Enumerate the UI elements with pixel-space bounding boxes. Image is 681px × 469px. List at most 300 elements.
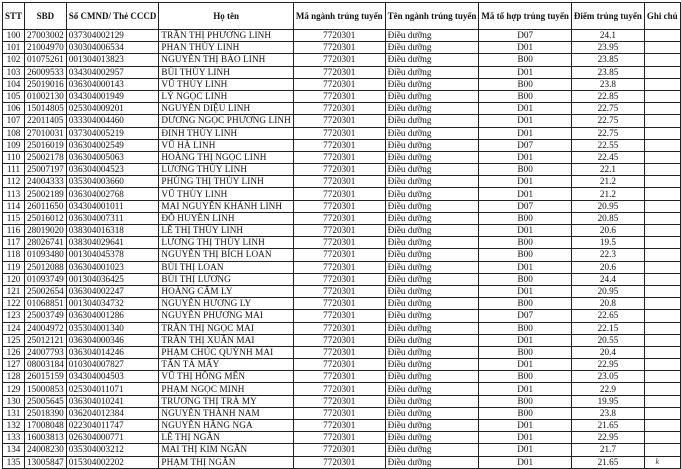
cell-major-name: Điều dưỡng (385, 261, 479, 273)
cell-combo: D01 (479, 103, 572, 115)
cell-score: 20.8 (571, 298, 644, 310)
cell-cccd: 035304003212 (66, 444, 159, 456)
cell-sbd: 01093749 (25, 273, 67, 285)
cell-sbd: 16003813 (25, 432, 67, 444)
cell-cccd: 036304002549 (66, 139, 159, 151)
cell-combo: D01 (479, 359, 572, 371)
cell-cccd: 022304011747 (66, 420, 159, 432)
cell-major-name: Điều dưỡng (385, 383, 479, 395)
cell-score: 20.6 (571, 225, 644, 237)
cell-combo: B00 (479, 407, 572, 419)
table-row (3, 322, 681, 334)
cell-cccd: 036304002768 (66, 188, 159, 200)
cell-sbd: 25019016 (25, 78, 67, 90)
cell-sbd: 17008048 (25, 420, 67, 432)
cell-cccd: 001304013823 (66, 54, 159, 66)
cell-major-code: 7720301 (293, 78, 385, 90)
cell-stt: 102 (3, 54, 25, 66)
cell-combo: D01 (479, 115, 572, 127)
cell-major-name: Điều dưỡng (385, 310, 479, 322)
cell-major-name: Điều dưỡng (385, 54, 479, 66)
cell-major-name: Điều dưỡng (385, 212, 479, 224)
cell-name: PHẠM NGỌC MINH (159, 383, 294, 395)
cell-stt: 104 (3, 78, 25, 90)
cell-name: HOÀNG THỊ NGỌC LINH (159, 151, 294, 163)
header-cccd: Số CMND/ Thẻ CCCD (66, 3, 159, 30)
cell-cccd: 036204012384 (66, 407, 159, 419)
cell-cccd: 033304004460 (66, 115, 159, 127)
cell-cccd: 001304034732 (66, 298, 159, 310)
header-sbd: SBD (25, 3, 67, 30)
cell-combo: D01 (479, 261, 572, 273)
cell-name: DƯƠNG NGỌC PHƯƠNG LINH (159, 115, 294, 127)
cell-stt: 111 (3, 164, 25, 176)
table-row (3, 334, 681, 346)
cell-cccd: 036304000143 (66, 78, 159, 90)
cell-major-code: 7720301 (293, 164, 385, 176)
cell-major-name: Điều dưỡng (385, 200, 479, 212)
cell-note (644, 237, 680, 249)
cell-sbd: 27010031 (25, 127, 67, 139)
cell-combo: D01 (479, 456, 572, 468)
cell-major-code: 7720301 (293, 371, 385, 383)
cell-score: 23.95 (571, 42, 644, 54)
cell-stt: 129 (3, 383, 25, 395)
cell-sbd: 01075261 (25, 54, 67, 66)
cell-major-name: Điều dưỡng (385, 139, 479, 151)
cell-major-code: 7720301 (293, 395, 385, 407)
table-row (3, 115, 681, 127)
cell-combo: B00 (479, 78, 572, 90)
cell-score: 20.95 (571, 285, 644, 297)
cell-sbd: 25016019 (25, 139, 67, 151)
cell-note (644, 261, 680, 273)
table-row (3, 249, 681, 261)
cell-major-code: 7720301 (293, 310, 385, 322)
table-row (3, 359, 681, 371)
cell-major-name: Điều dưỡng (385, 151, 479, 163)
table-header (3, 3, 681, 30)
cell-name: TRẦN THỊ PHƯƠNG LINH (159, 30, 294, 42)
cell-stt: 113 (3, 188, 25, 200)
cell-combo: B00 (479, 249, 572, 261)
cell-note (644, 151, 680, 163)
cell-major-code: 7720301 (293, 200, 385, 212)
table-row (3, 212, 681, 224)
cell-name: LÊ THỊ NGÂN (159, 432, 294, 444)
cell-stt: 124 (3, 322, 25, 334)
cell-note (644, 188, 680, 200)
cell-score: 23.05 (571, 371, 644, 383)
cell-stt: 115 (3, 212, 25, 224)
cell-major-code: 7720301 (293, 298, 385, 310)
cell-score: 22.95 (571, 432, 644, 444)
cell-combo: D01 (479, 420, 572, 432)
cell-sbd: 24004333 (25, 176, 67, 188)
cell-note (644, 200, 680, 212)
table-row (3, 176, 681, 188)
cell-major-name: Điều dưỡng (385, 42, 479, 54)
cell-combo: B00 (479, 273, 572, 285)
cell-cccd: 035304001340 (66, 322, 159, 334)
cell-note (644, 359, 680, 371)
table-row (3, 444, 681, 456)
cell-name: VŨ THÙY LINH (159, 78, 294, 90)
table-row (3, 200, 681, 212)
cell-major-name: Điều dưỡng (385, 115, 479, 127)
cell-sbd: 25002178 (25, 151, 67, 163)
table-body (3, 30, 681, 469)
cell-major-code: 7720301 (293, 237, 385, 249)
cell-sbd: 15014805 (25, 103, 67, 115)
cell-cccd: 034304004503 (66, 371, 159, 383)
cell-major-name: Điều dưỡng (385, 432, 479, 444)
cell-major-code: 7720301 (293, 261, 385, 273)
cell-combo: D01 (479, 151, 572, 163)
cell-combo: B00 (479, 298, 572, 310)
cell-major-code: 7720301 (293, 139, 385, 151)
cell-major-code: 7720301 (293, 322, 385, 334)
cell-name: VŨ THỊ HỒNG MẾN (159, 371, 294, 383)
cell-major-name: Điều dưỡng (385, 444, 479, 456)
cell-note (644, 139, 680, 151)
cell-score: 23.8 (571, 407, 644, 419)
cell-stt: 128 (3, 371, 25, 383)
cell-note (644, 383, 680, 395)
cell-name: NGUYỄN HƯƠNG LY (159, 298, 294, 310)
cell-name: NGUYỄN HẰNG NGA (159, 420, 294, 432)
cell-note (644, 225, 680, 237)
cell-sbd: 25002189 (25, 188, 67, 200)
cell-cccd: 038304016318 (66, 225, 159, 237)
header-combo: Mã tổ hợp trúng tuyển (479, 3, 572, 30)
cell-major-name: Điều dưỡng (385, 237, 479, 249)
cell-sbd: 25016012 (25, 212, 67, 224)
cell-stt: 133 (3, 432, 25, 444)
cell-score: 23.85 (571, 54, 644, 66)
cell-stt: 134 (3, 444, 25, 456)
cell-score: 20.6 (571, 261, 644, 273)
cell-sbd: 25018390 (25, 407, 67, 419)
table-row (3, 310, 681, 322)
cell-name: LÊ THỊ THÙY LINH (159, 225, 294, 237)
cell-cccd: 034304001011 (66, 200, 159, 212)
cell-major-code: 7720301 (293, 30, 385, 42)
cell-score: 23.85 (571, 66, 644, 78)
cell-score: 23.8 (571, 78, 644, 90)
cell-major-code: 7720301 (293, 420, 385, 432)
cell-major-code: 7720301 (293, 127, 385, 139)
cell-combo: B00 (479, 54, 572, 66)
cell-major-code: 7720301 (293, 176, 385, 188)
cell-sbd: 13005847 (25, 456, 67, 468)
cell-major-code: 7720301 (293, 285, 385, 297)
header-major-code: Mã ngành trúng tuyển (293, 3, 385, 30)
cell-name: TRƯƠNG THỊ TRÀ MY (159, 395, 294, 407)
cell-name: LÝ NGỌC LINH (159, 90, 294, 102)
cell-major-name: Điều dưỡng (385, 371, 479, 383)
cell-note (644, 54, 680, 66)
table-row (3, 139, 681, 151)
table-row (3, 420, 681, 432)
cell-sbd: 15000853 (25, 383, 67, 395)
cell-score: 20.85 (571, 212, 644, 224)
cell-sbd: 26009533 (25, 66, 67, 78)
cell-major-name: Điều dưỡng (385, 298, 479, 310)
cell-stt: 120 (3, 273, 25, 285)
cell-combo: B00 (479, 371, 572, 383)
cell-note (644, 115, 680, 127)
table-row (3, 273, 681, 285)
cell-combo: D01 (479, 285, 572, 297)
cell-major-name: Điều dưỡng (385, 420, 479, 432)
cell-note (644, 395, 680, 407)
cell-note (644, 90, 680, 102)
cell-major-code: 7720301 (293, 151, 385, 163)
table-row (3, 261, 681, 273)
cell-major-code: 7720301 (293, 42, 385, 54)
cell-sbd: 25002654 (25, 285, 67, 297)
cell-score: 19.5 (571, 237, 644, 249)
cell-stt: 103 (3, 66, 25, 78)
cell-name: NGUYỄN PHƯƠNG MAI (159, 310, 294, 322)
cell-note (644, 127, 680, 139)
cell-name: BÙI THÙY LINH (159, 66, 294, 78)
cell-major-code: 7720301 (293, 90, 385, 102)
header-stt: STT (3, 3, 25, 30)
cell-cccd: 037304005219 (66, 127, 159, 139)
cell-name: NGUYỄN DIỆU LINH (159, 103, 294, 115)
cell-major-name: Điều dưỡng (385, 103, 479, 115)
table-row (3, 78, 681, 90)
table-row (3, 151, 681, 163)
cell-combo: B00 (479, 212, 572, 224)
cell-stt: 131 (3, 407, 25, 419)
cell-major-name: Điều dưỡng (385, 273, 479, 285)
cell-score: 22.9 (571, 383, 644, 395)
cell-combo: D01 (479, 432, 572, 444)
table-row (3, 127, 681, 139)
cell-stt: 101 (3, 42, 25, 54)
cell-score: 20.55 (571, 334, 644, 346)
cell-note (644, 103, 680, 115)
table-row (3, 346, 681, 358)
cell-note (644, 78, 680, 90)
cell-note (644, 42, 680, 54)
cell-note (644, 66, 680, 78)
cell-name: TẨN TẢ MẨY (159, 359, 294, 371)
header-name: Họ tên (159, 3, 294, 30)
cell-major-code: 7720301 (293, 359, 385, 371)
corner-mark: k (655, 457, 659, 466)
table-row (3, 383, 681, 395)
cell-major-code: 7720301 (293, 212, 385, 224)
cell-combo: D01 (479, 66, 572, 78)
cell-name: TRẦN THỊ XUÂN MAI (159, 334, 294, 346)
cell-major-code: 7720301 (293, 115, 385, 127)
cell-sbd: 28026741 (25, 237, 67, 249)
cell-note (644, 298, 680, 310)
table-row (3, 103, 681, 115)
cell-stt: 125 (3, 334, 25, 346)
cell-major-code: 7720301 (293, 66, 385, 78)
cell-cccd: 001304045378 (66, 249, 159, 261)
cell-name: TRẦN THỊ NGỌC MAI (159, 322, 294, 334)
cell-stt: 110 (3, 151, 25, 163)
table-row (3, 30, 681, 42)
cell-major-name: Điều dưỡng (385, 225, 479, 237)
cell-score: 22.1 (571, 164, 644, 176)
table-row (3, 395, 681, 407)
cell-cccd: 036304001286 (66, 310, 159, 322)
cell-name: PHẠM THỊ NGÂN (159, 456, 294, 468)
cell-cccd: 037304002129 (66, 30, 159, 42)
cell-cccd: 036304001023 (66, 261, 159, 273)
cell-major-name: Điều dưỡng (385, 30, 479, 42)
cell-note (644, 176, 680, 188)
cell-name: MAI THỊ KIM NGÂN (159, 444, 294, 456)
cell-note (644, 164, 680, 176)
cell-stt: 107 (3, 115, 25, 127)
cell-sbd: 24008230 (25, 444, 67, 456)
cell-combo: B00 (479, 90, 572, 102)
cell-name: NGUYỄN THÀNH NAM (159, 407, 294, 419)
cell-cccd: 030304006534 (66, 42, 159, 54)
cell-score: 22.15 (571, 322, 644, 334)
cell-combo: D01 (479, 383, 572, 395)
cell-score: 22.65 (571, 310, 644, 322)
cell-major-code: 7720301 (293, 249, 385, 261)
cell-combo: D07 (479, 310, 572, 322)
cell-major-name: Điều dưỡng (385, 176, 479, 188)
cell-name: PHAN THÙY LINH (159, 42, 294, 54)
cell-major-name: Điều dưỡng (385, 346, 479, 358)
cell-major-name: Điều dưỡng (385, 164, 479, 176)
cell-stt: 132 (3, 420, 25, 432)
cell-sbd: 25005645 (25, 395, 67, 407)
cell-name: NGUYỄN THỊ BÍCH LOAN (159, 249, 294, 261)
cell-stt: 121 (3, 285, 25, 297)
admission-results-table-container (2, 2, 681, 469)
cell-combo: D01 (479, 42, 572, 54)
cell-score: 21.65 (571, 456, 644, 468)
cell-sbd: 24004972 (25, 322, 67, 334)
cell-cccd: 015304002202 (66, 456, 159, 468)
cell-note (644, 456, 680, 468)
cell-score: 20.95 (571, 200, 644, 212)
cell-stt: 126 (3, 346, 25, 358)
cell-combo: D07 (479, 200, 572, 212)
cell-major-name: Điều dưỡng (385, 66, 479, 78)
table-row (3, 298, 681, 310)
cell-stt: 105 (3, 90, 25, 102)
cell-score: 22.85 (571, 90, 644, 102)
cell-combo: B00 (479, 237, 572, 249)
cell-note (644, 310, 680, 322)
cell-cccd: 034304001949 (66, 90, 159, 102)
header-major-name: Tên ngành trúng tuyển (385, 3, 479, 30)
cell-score: 21.2 (571, 176, 644, 188)
cell-score: 21.65 (571, 420, 644, 432)
cell-sbd: 21004970 (25, 42, 67, 54)
cell-score: 22.55 (571, 139, 644, 151)
cell-cccd: 001304036425 (66, 273, 159, 285)
cell-major-name: Điều dưỡng (385, 188, 479, 200)
cell-cccd: 035304003660 (66, 176, 159, 188)
cell-combo: D01 (479, 176, 572, 188)
cell-name: VŨ THÙY LINH (159, 188, 294, 200)
cell-combo: D01 (479, 334, 572, 346)
cell-stt: 106 (3, 103, 25, 115)
cell-score: 24.1 (571, 30, 644, 42)
table-row (3, 407, 681, 419)
cell-sbd: 22011405 (25, 115, 67, 127)
cell-combo: D07 (479, 139, 572, 151)
table-row (3, 285, 681, 297)
cell-sbd: 08003184 (25, 359, 67, 371)
cell-cccd: 036304000346 (66, 334, 159, 346)
cell-score: 21.2 (571, 188, 644, 200)
cell-name: VŨ HÀ LINH (159, 139, 294, 151)
cell-major-code: 7720301 (293, 273, 385, 285)
cell-combo: D01 (479, 225, 572, 237)
cell-major-name: Điều dưỡng (385, 359, 479, 371)
cell-sbd: 27003002 (25, 30, 67, 42)
cell-sbd: 26011650 (25, 200, 67, 212)
cell-score: 22.45 (571, 151, 644, 163)
cell-cccd: 036304007311 (66, 212, 159, 224)
cell-stt: 123 (3, 310, 25, 322)
cell-cccd: 034304002957 (66, 66, 159, 78)
cell-cccd: 036304005063 (66, 151, 159, 163)
cell-sbd: 01002130 (25, 90, 67, 102)
cell-combo: D01 (479, 444, 572, 456)
table-row (3, 456, 681, 468)
cell-note (644, 322, 680, 334)
cell-name: MAI NGUYỄN KHÁNH LINH (159, 200, 294, 212)
cell-combo: D01 (479, 127, 572, 139)
cell-note (644, 30, 680, 42)
cell-cccd: 010304007827 (66, 359, 159, 371)
cell-stt: 122 (3, 298, 25, 310)
cell-stt: 127 (3, 359, 25, 371)
cell-combo: B00 (479, 395, 572, 407)
cell-cccd: 025304011071 (66, 383, 159, 395)
cell-sbd: 28019020 (25, 225, 67, 237)
cell-major-name: Điều dưỡng (385, 334, 479, 346)
cell-major-name: Điều dưỡng (385, 249, 479, 261)
cell-note (644, 346, 680, 358)
cell-stt: 130 (3, 395, 25, 407)
cell-name: LƯƠNG THÙY LINH (159, 164, 294, 176)
cell-note (644, 407, 680, 419)
cell-major-name: Điều dưỡng (385, 407, 479, 419)
cell-score: 22.3 (571, 249, 644, 261)
cell-sbd: 24007793 (25, 346, 67, 358)
cell-score: 22.75 (571, 103, 644, 115)
cell-name: NGUYỄN THỊ BẢO LINH (159, 54, 294, 66)
cell-cccd: 036304004523 (66, 164, 159, 176)
cell-stt: 112 (3, 176, 25, 188)
table-row (3, 371, 681, 383)
cell-major-name: Điều dưỡng (385, 285, 479, 297)
cell-sbd: 25007197 (25, 164, 67, 176)
header-score: Điểm trúng tuyển (571, 3, 644, 30)
cell-sbd: 25012121 (25, 334, 67, 346)
cell-major-code: 7720301 (293, 383, 385, 395)
cell-stt: 119 (3, 261, 25, 273)
header-note: Ghi chú (644, 3, 680, 30)
